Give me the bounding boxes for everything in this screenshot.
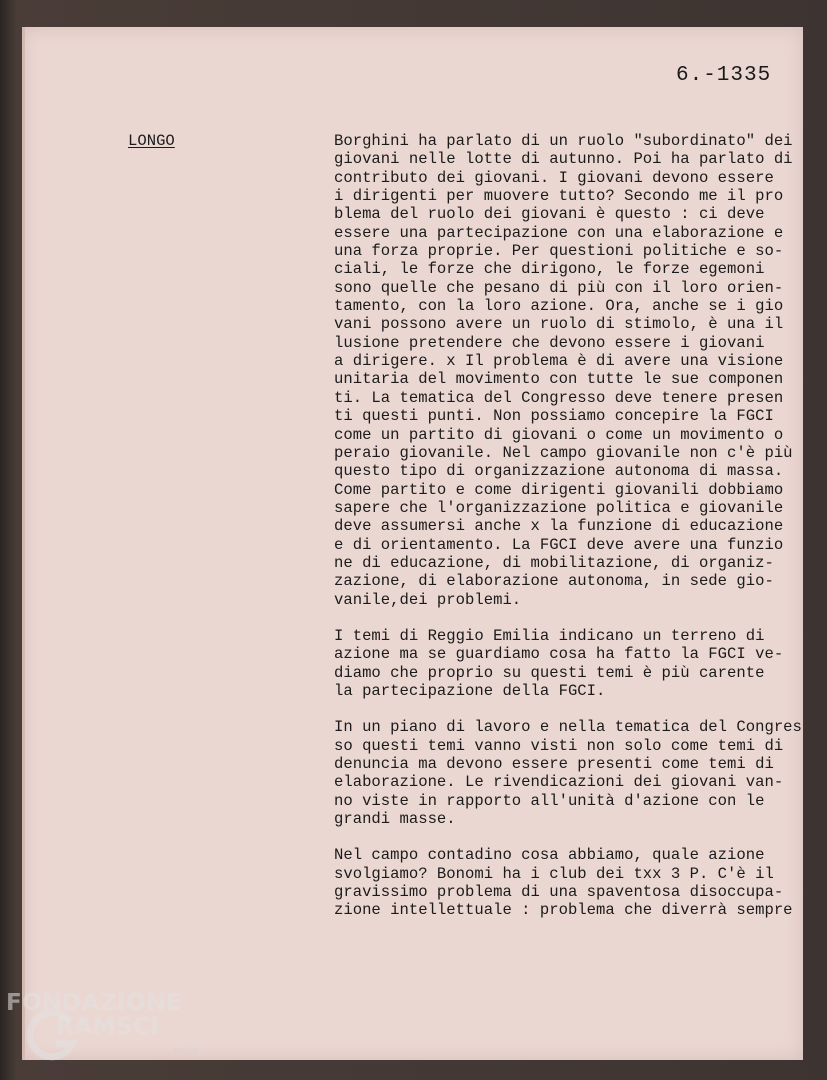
text-line: svolgiamo? Bonomi ha i club dei txx 3 P. C'è il [334,864,774,883]
fondazione-gramsci-watermark [6,990,206,1065]
text-line: lusione pretendere che devono essere i giovani [334,333,765,352]
paragraph-1 [334,132,809,609]
text-line: tamento, con la loro azione. Ora, anche se i gio [334,297,784,316]
text-line: sono quelle che pesano di più con il loro orien- [334,278,784,297]
text-line: diamo che proprio su questi temi è più carente [334,663,765,682]
text-line: una forza proprie. Per questioni politiche e so- [334,242,784,261]
text-line: a dirigere. x Il problema è di avere una visione [334,352,784,371]
text-line: come un partito di giovani o come un movimento o [334,425,784,444]
text-line: ne di educazione, di mobilitazione, di organiz- [334,553,774,572]
text-line: Borghini ha parlato di un ruolo "subordinato" dei [334,132,793,150]
speech-text [334,132,809,920]
text-line: deve assumersi anche x la funzione di educazione [334,517,784,536]
text-line: vani possono avere un ruolo di stimolo, è una il [334,315,784,334]
paragraph-2 [334,627,809,700]
text-line: elaborazione. Le rivendicazioni dei giovani van- [334,773,784,792]
text-line: questo tipo di organizzazione autonoma di massa. [334,462,784,481]
text-line: i dirigenti per muovere tutto? Secondo me il pro [334,187,784,206]
text-line: la partecipazione della FGCI. [334,681,606,700]
speaker-name: LONGO [128,132,175,150]
text-line: essere una partecipazione con una elaborazione e [334,223,784,242]
page-number: 6.-1335 [676,64,772,87]
text-line: ti questi punti. Non possiamo concepire la FGCI [334,407,774,426]
text-line: so questi temi vanno visti non solo come temi di [334,736,784,755]
text-line: unitaria del movimento con tutte le sue componen [334,370,784,389]
text-line: sapere che l'organizzazione politica e giovanile [334,498,784,517]
text-line: denuncia ma devono essere presenti come temi di [334,755,774,773]
text-line: I temi di Reggio Emilia indicano un terreno di [334,626,765,645]
text-line: ciali, le forze che dirigono, le forze egemoni [334,260,765,279]
text-line: zazione, di elaborazione autonoma, in sede gio- [334,572,774,591]
text-line: Come partito e come dirigenti giovanili dobbiamo [334,480,784,499]
watermark-line-2: RAMSCI [56,1014,160,1040]
text-line: In un piano di lavoro e nella tematica del Congres [334,718,802,737]
paragraph-4 [334,846,809,919]
text-line: e di orientamento. La FGCI deve avere una funzio [334,535,784,554]
text-line: zione intellettuale : problema che diverrà sempre [334,901,793,920]
text-line: peraio giovanile. Nel campo giovanile non c'è più [334,443,793,462]
paragraph-3 [334,718,809,828]
text-line: no viste in rapporto all'unità d'azione con le [334,791,765,810]
text-line: contributo dei giovani. I giovani devono essere [334,168,774,187]
page-edge [22,27,25,1060]
text-line: gravissimo problema di una spaventosa disoccupa- [334,883,784,902]
watermark-line-1: FONDAZIONE [6,990,183,1016]
text-line: azione ma se guardiamo cosa ha fatto la FGCI ve- [334,645,784,664]
text-line: blema del ruolo dei giovani è questo : ci deve [334,205,765,224]
watermark-onlus: onlus [174,1046,199,1056]
text-line: Nel campo contadino cosa abbiamo, quale azione [334,846,765,865]
text-line: ti. La tematica del Congresso deve tenere presen [334,388,784,407]
text-line: grandi masse. [334,810,456,829]
text-line: vanile,dei problemi. [334,590,522,609]
text-line: giovani nelle lotte di autunno. Poi ha parlato di [334,150,793,169]
